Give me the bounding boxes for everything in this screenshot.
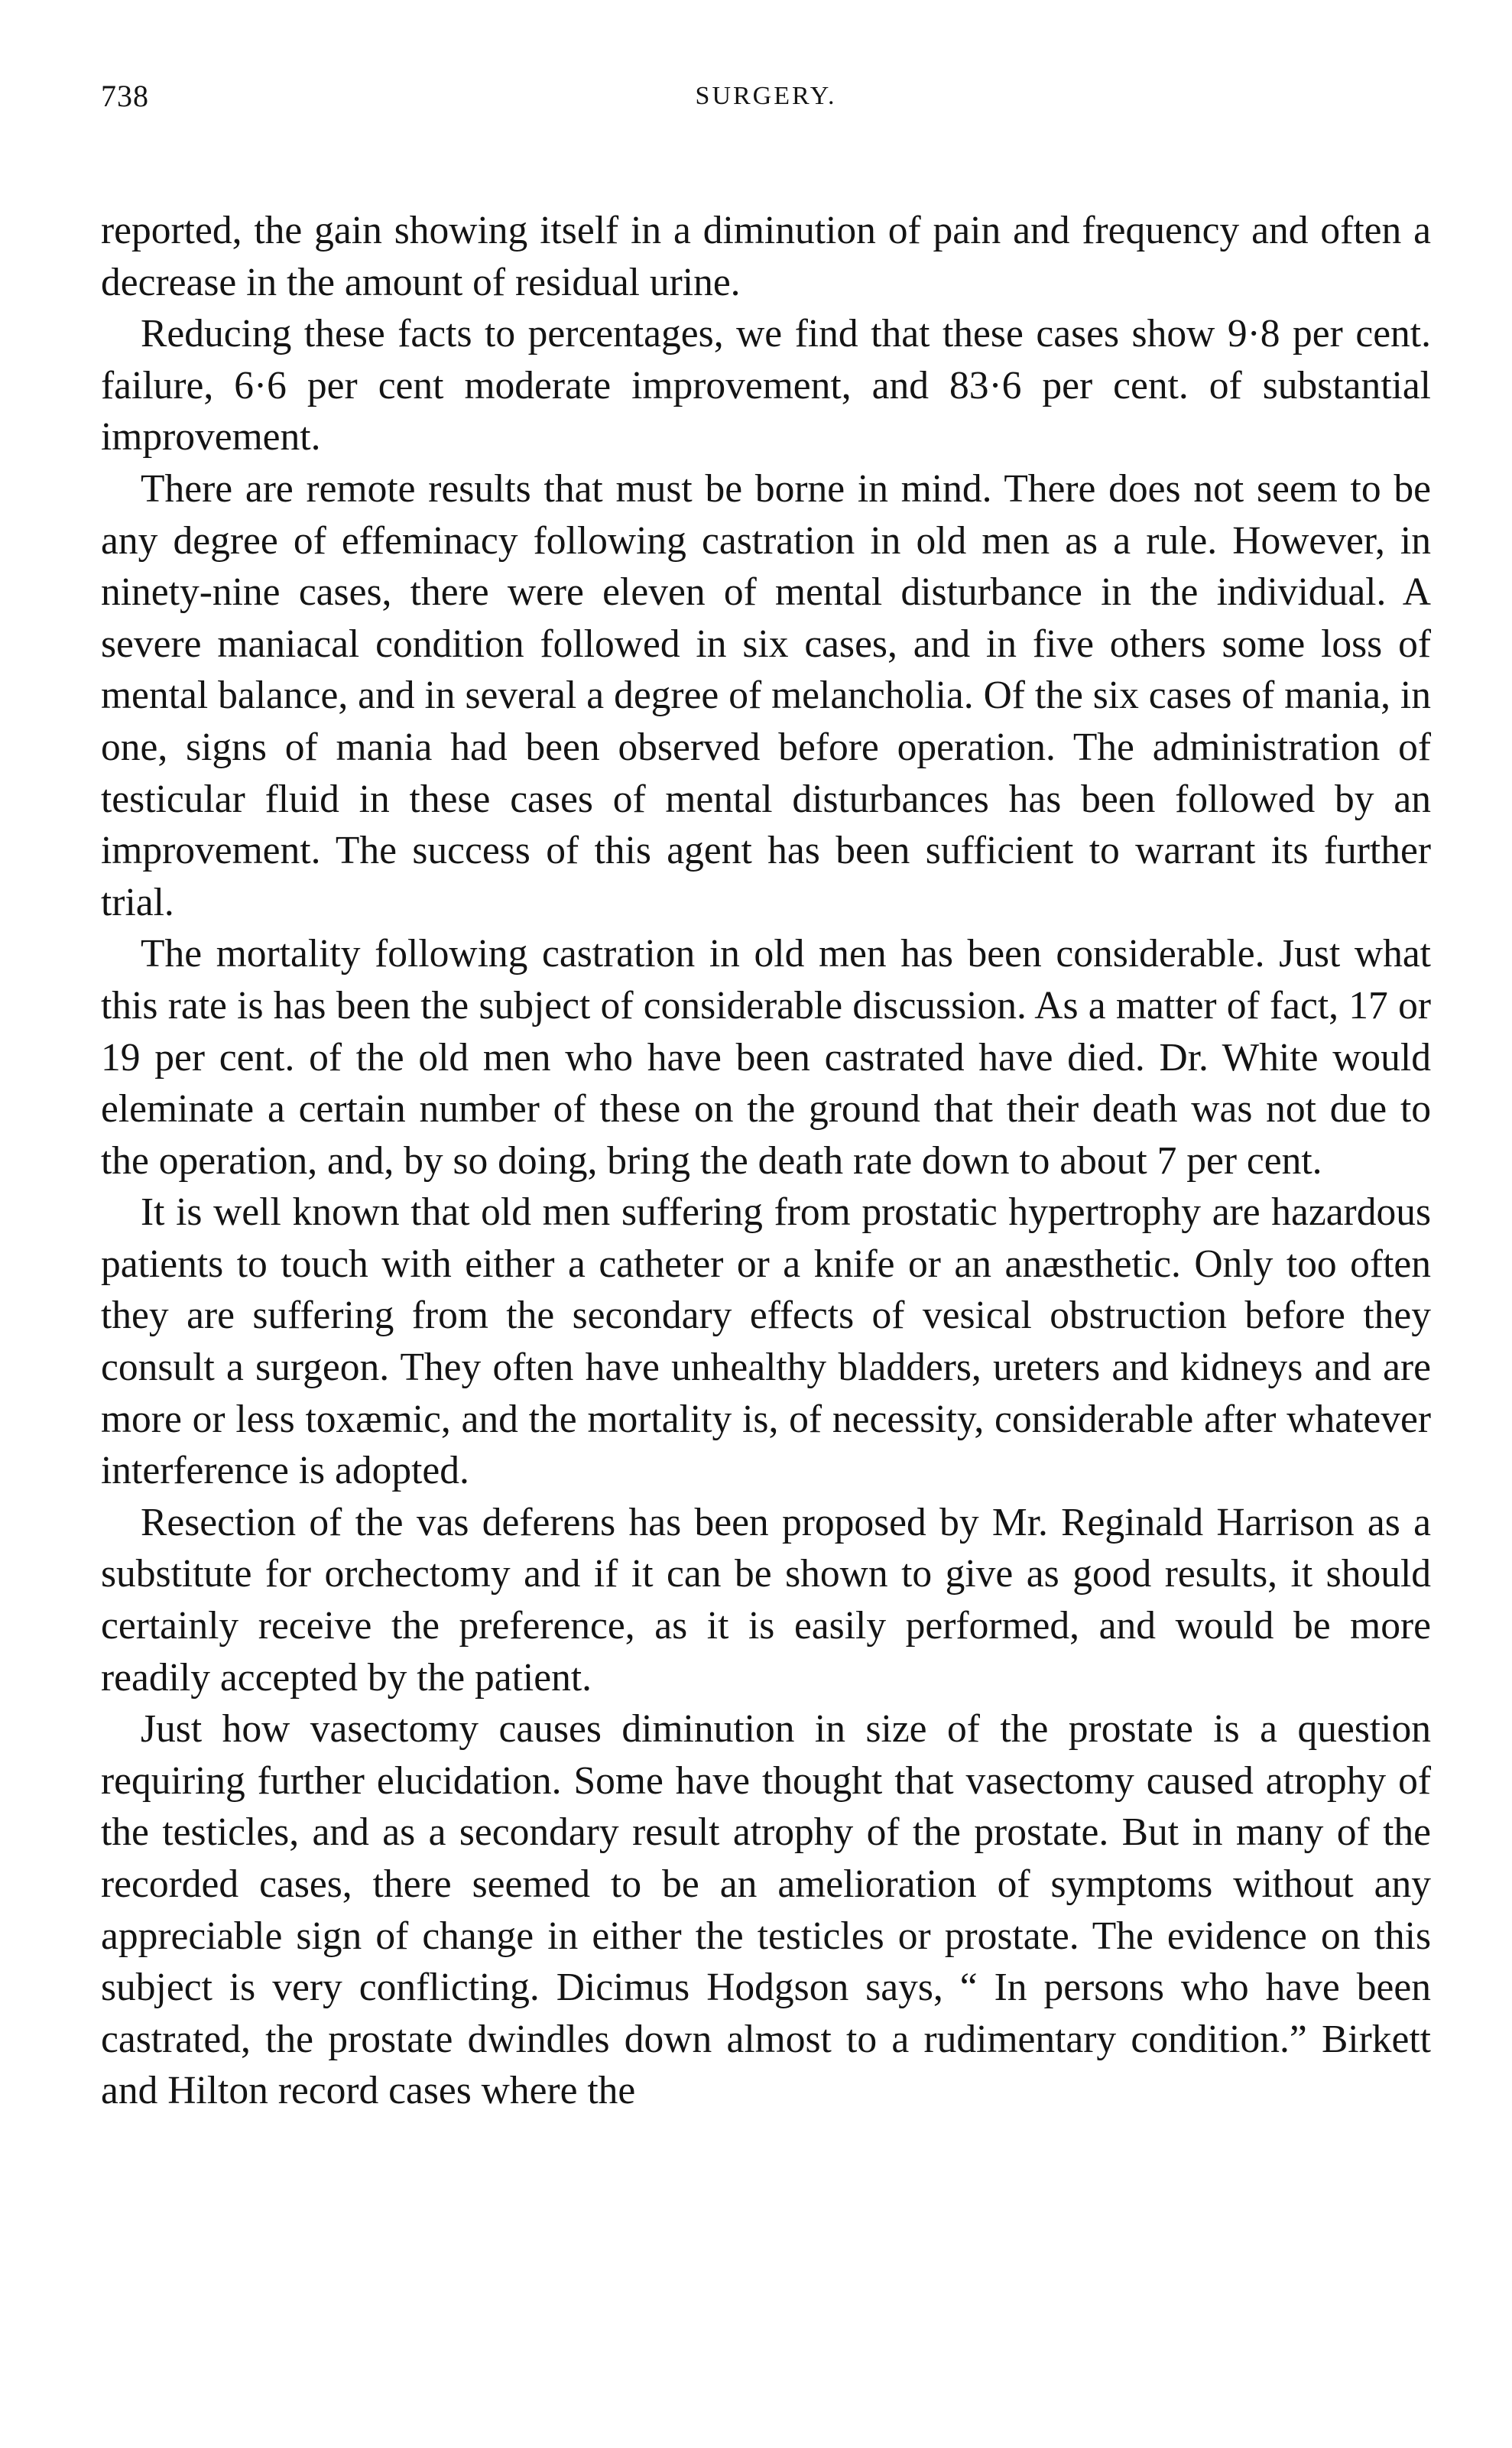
running-head (101, 73, 1431, 119)
book-page (101, 73, 1431, 2117)
running-title: SURGERY. (695, 82, 837, 110)
paragraph-percentages: Reducing these facts to percentages, we find that these cases show 9·8 per cent. failure, 6·6 per cent moderate improvement, and 83·6 per cent. of substantial improvement. (101, 312, 1431, 459)
paragraph-hazardous-patients: It is well known that old men suffering from prostatic hypertrophy are hazardous patients to touch with either a catheter or a knife or an anæsthetic. Only too often they are suffering from the secondary effects of vesical obstruction before they consult a surgeon. They often have unhealthy bladders, ureters and kidneys and are more or less toxæmic, and the mortality is, of necessity, considerable after whatever interference is adopted. (101, 1190, 1431, 1493)
paragraph-mortality: The mortality following castration in old men has been considerable. Just what this rate is has been the subject of considerable discussion. As a matter of fact, 17 or 19 per cent. of the old men who have been castrated have died. Dr. White would eleminate a certain number of these on the ground that their death was not due to the operation, and, by so doing, bring the death rate down to about 7 per cent. (101, 932, 1431, 1183)
paragraph-vas-resection: Resection of the vas deferens has been proposed by Mr. Reginald Harrison as a substitute for orchectomy and if it can be shown to give as good results, it should certainly receive the preference, as it is easily performed, and would be more readily accepted by the patient. (101, 1500, 1431, 1700)
body-text (101, 205, 1431, 2117)
paragraph-continuation: reported, the gain showing itself in a diminution of pain and frequency and often a decrease in the amount of residual urine. (101, 209, 1431, 304)
paragraph-remote-results: There are remote results that must be borne in mind. There does not seem to be any degree of effeminacy following castration in old men as a rule. However, in ninety-nine cases, there were eleven of mental disturbance in the individual. A severe maniacal condition followed in six cases, and in five others some loss of mental balance, and in several a degree of melancholia. Of the six cases of mania, in one, signs of mania had been observed before operation. The administration of testicular fluid in these cases of mental disturbances has been followed by an improvement. The success of this agent has been sufficient to warrant its further trial. (101, 466, 1431, 924)
paragraph-vasectomy: Just how vasectomy causes diminution in size of the prostate is a question requiring further elucidation. Some have thought that vasectomy caused atrophy of the testicles, and as a secondary result atrophy of the prostate. But in many of the recorded cases, there seemed to be an amelioration of symptoms without any appreciable sign of change in either the testicles or prostate. The evidence on this subject is very conflicting. Dicimus Hodgson says, “ In persons who have been castrated, the prostate dwindles down almost to a rudimentary condition.” Birkett and Hilton record cases where the (101, 1707, 1431, 2113)
page-number: 738 (101, 79, 149, 113)
